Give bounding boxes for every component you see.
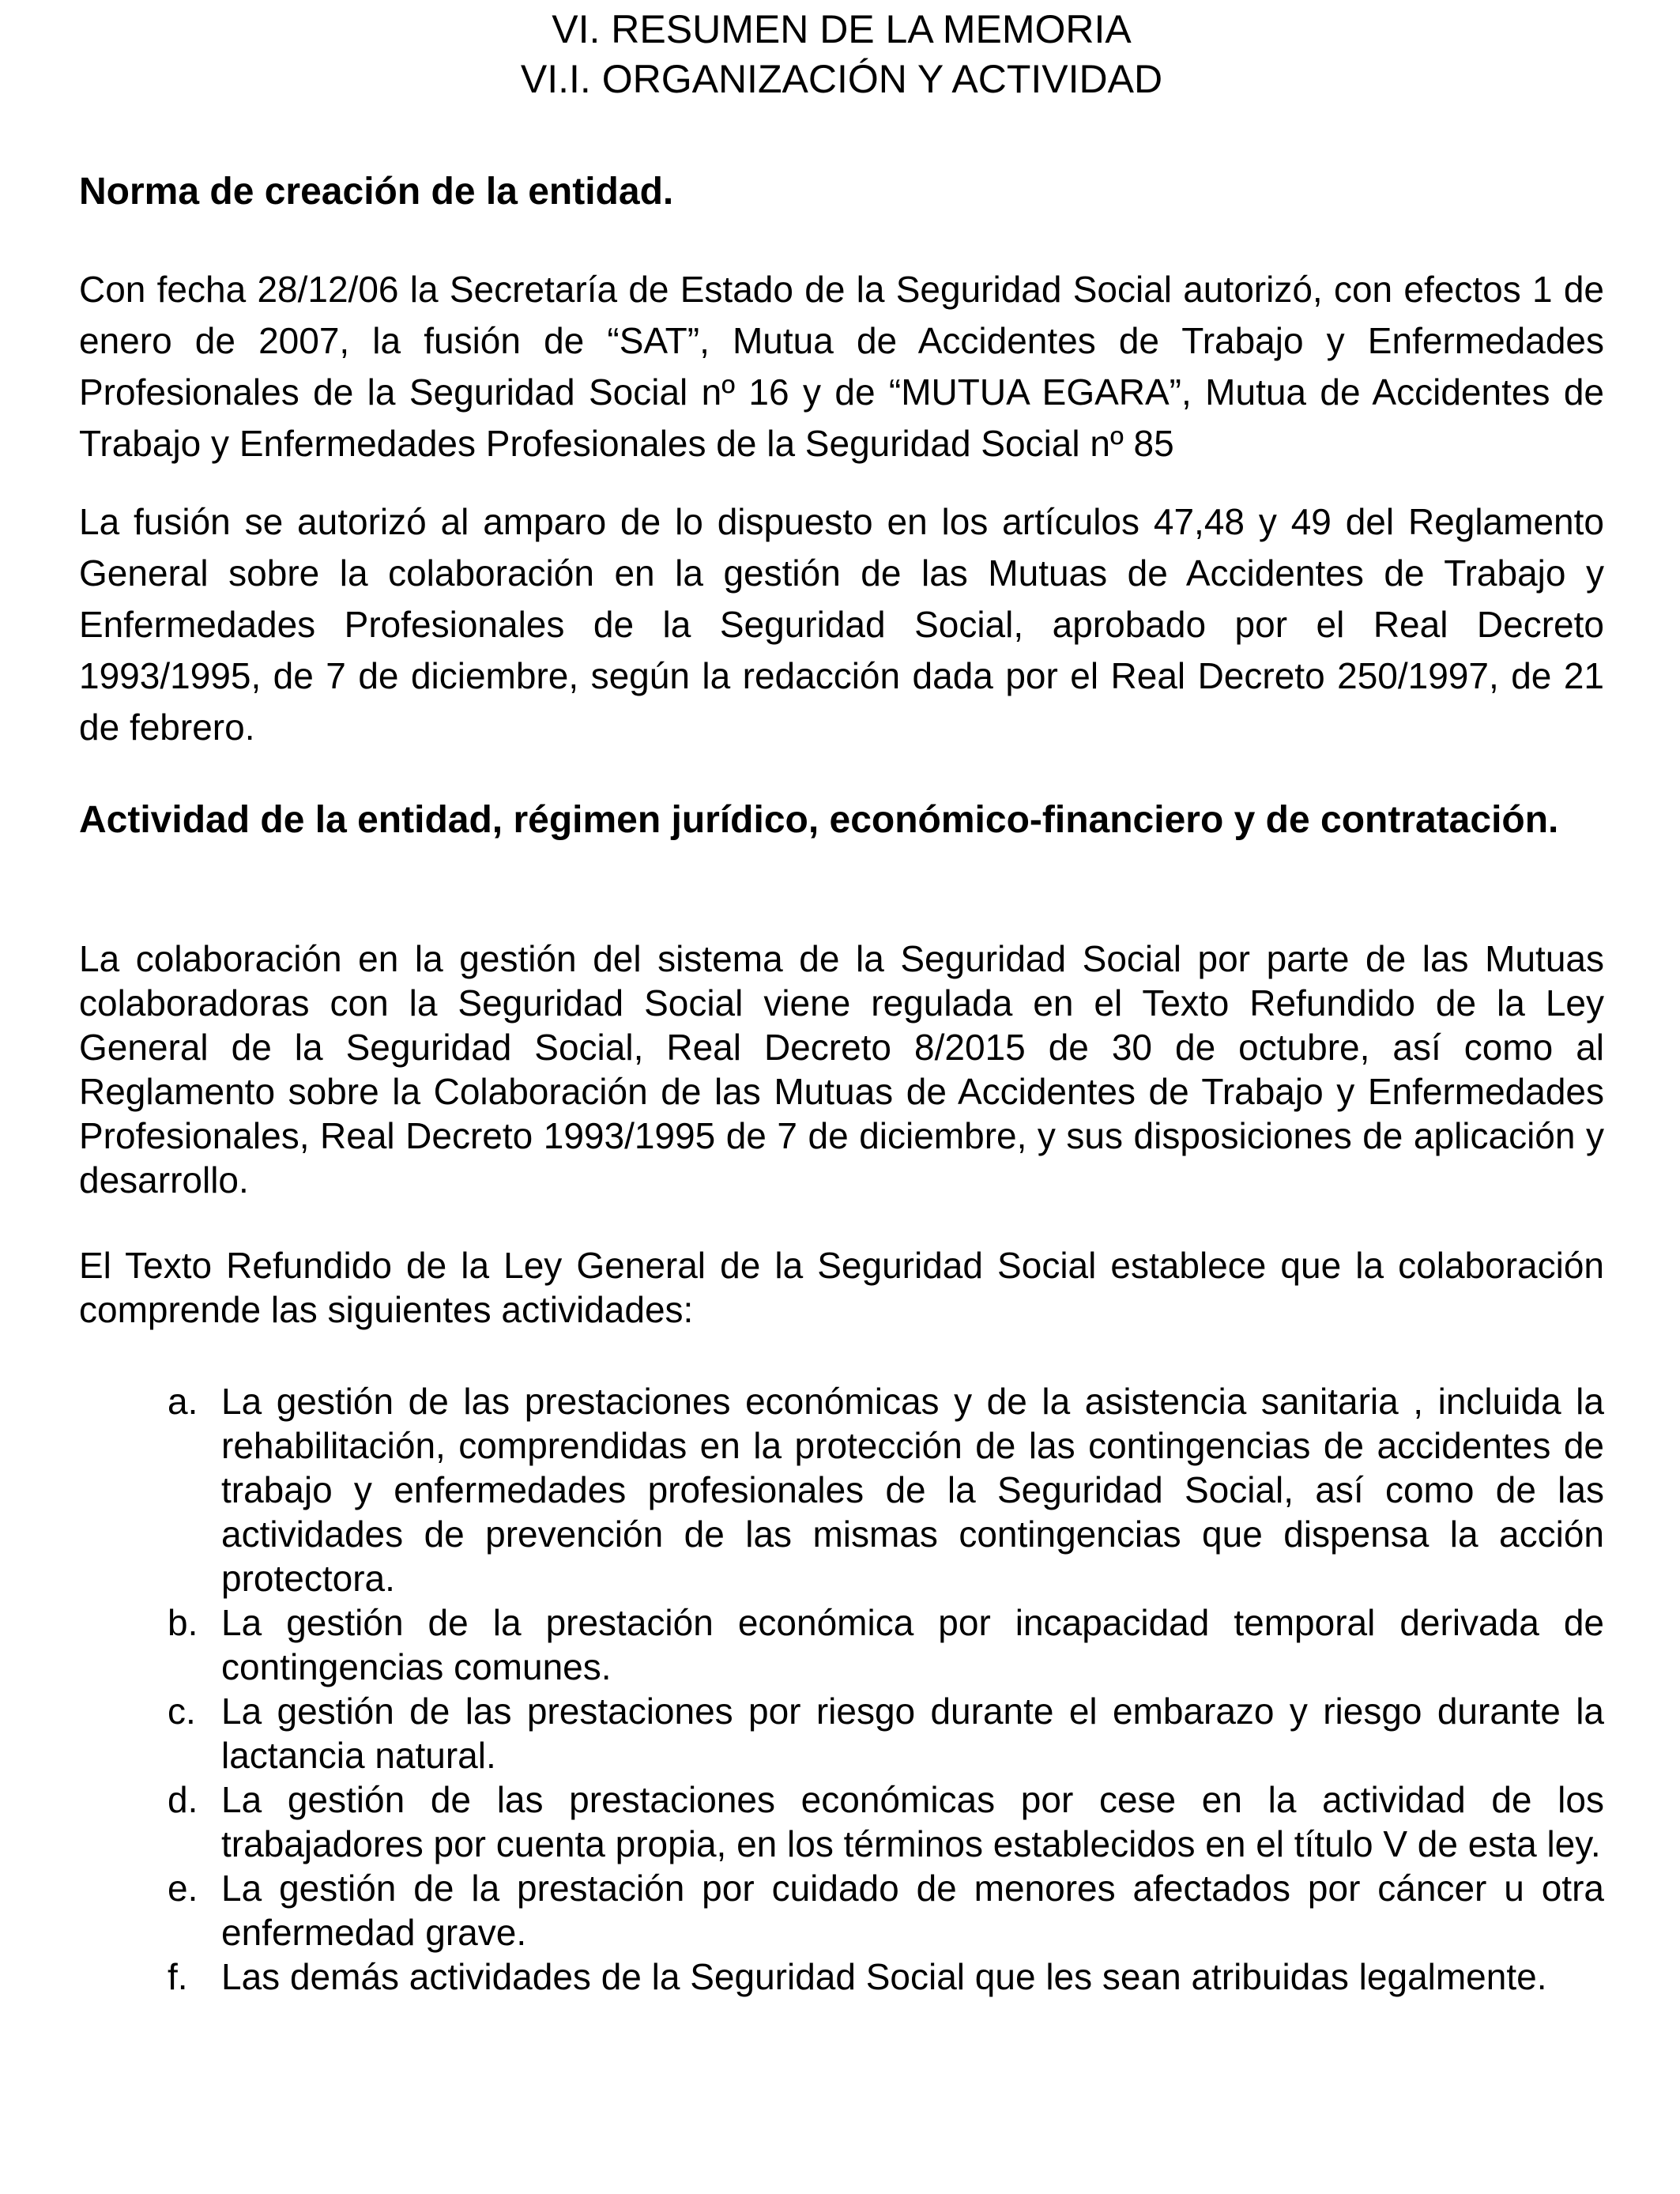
activities-list <box>79 1379 1604 1999</box>
list-item-b <box>79 1600 1604 1689</box>
list-item-e <box>79 1866 1604 1955</box>
list-item-a <box>79 1379 1604 1600</box>
heading-norma-creacion: Norma de creación de la entidad. <box>79 171 674 213</box>
paragraph-fusion-autorizacion: Con fecha 28/12/06 la Secretaría de Estado de la Seguridad Social autorizó, con efectos 1 de enero de 2007, la fusión de “SAT”, Mutua de Accidentes de Trabajo y Enfermedades Profesionales de la Seguridad Social nº 16 y de “MUTUA EGARA”, Mutua de Accidentes de Trabajo y Enfermedades Profesionales de la Seguridad Social nº 85 <box>79 269 1604 464</box>
list-item-text-c: La gestión de las prestaciones por riesgo durante el embarazo y riesgo durante la lactancia natural. <box>221 1691 1604 1776</box>
list-item-text-d: La gestión de las prestaciones económicas por cese en la actividad de los trabajadores por cuenta propia, en los términos establecidos en el título V de esta ley. <box>221 1779 1604 1864</box>
document-title <box>79 5 1604 104</box>
list-item-d <box>79 1777 1604 1866</box>
list-item-f <box>79 1955 1604 1999</box>
paragraph-fusion-amparo-legal: La fusión se autorizó al amparo de lo dispuesto en los artículos 47,48 y 49 del Reglamento General sobre la colaboración en la gestión de las Mutuas de Accidentes de Trabajo y Enfermedades Profesionales de la Seguridad Social, aprobado por el Real Decreto 1993/1995, de 7 de diciembre, según la redacción dada por el Real Decreto 250/1997, de 21 de febrero. <box>79 501 1604 748</box>
list-marker-b: b. <box>168 1602 198 1643</box>
list-item-text-b: La gestión de la prestación económica por incapacidad temporal derivada de contingencias comunes. <box>221 1602 1604 1687</box>
list-item-text-a: La gestión de las prestaciones económicas y de la asistencia sanitaria , incluida la rehabilitación, comprendidas en la protección de las contingencias de accidentes de trabajo y enfermedades profesionales de la Seguridad Social, así como de las actividades de prevención de las mismas contingencias que dispensa la acción protectora. <box>221 1381 1604 1599</box>
paragraph-colaboracion-regulacion: La colaboración en la gestión del sistema de la Seguridad Social por parte de las Mutuas colaboradoras con la Seguridad Social viene regulada en el Texto Refundido de la Ley General de la Seguridad Social, Real Decreto 8/2015 de 30 de octubre, así como al Reglamento sobre la Colaboración de las Mutuas de Accidentes de Trabajo y Enfermedades Profesionales, Real Decreto 1993/1995 de 7 de diciembre, y sus disposiciones de aplicación y desarrollo. <box>79 938 1604 1201</box>
list-marker-d: d. <box>168 1779 198 1820</box>
heading-actividad-entidad: Actividad de la entidad, régimen jurídico, económico-financiero y de contratación. <box>79 799 1559 841</box>
title-line-1: VI. RESUMEN DE LA MEMORIA <box>552 7 1132 51</box>
paragraph-texto-refundido-intro: El Texto Refundido de la Ley General de la Seguridad Social establece que la colaboración comprende las siguientes actividades: <box>79 1245 1604 1330</box>
list-marker-f: f. <box>168 1956 188 1997</box>
list-item-c <box>79 1689 1604 1777</box>
list-item-text-e: La gestión de la prestación por cuidado de menores afectados por cáncer u otra enfermedad grave. <box>221 1868 1604 1953</box>
list-marker-e: e. <box>168 1868 198 1909</box>
list-marker-c: c. <box>168 1691 196 1732</box>
title-line-2: VI.I. ORGANIZACIÓN Y ACTIVIDAD <box>520 57 1163 101</box>
list-marker-a: a. <box>168 1381 198 1422</box>
list-item-text-f: Las demás actividades de la Seguridad Social que les sean atribuidas legalmente. <box>221 1956 1547 1997</box>
